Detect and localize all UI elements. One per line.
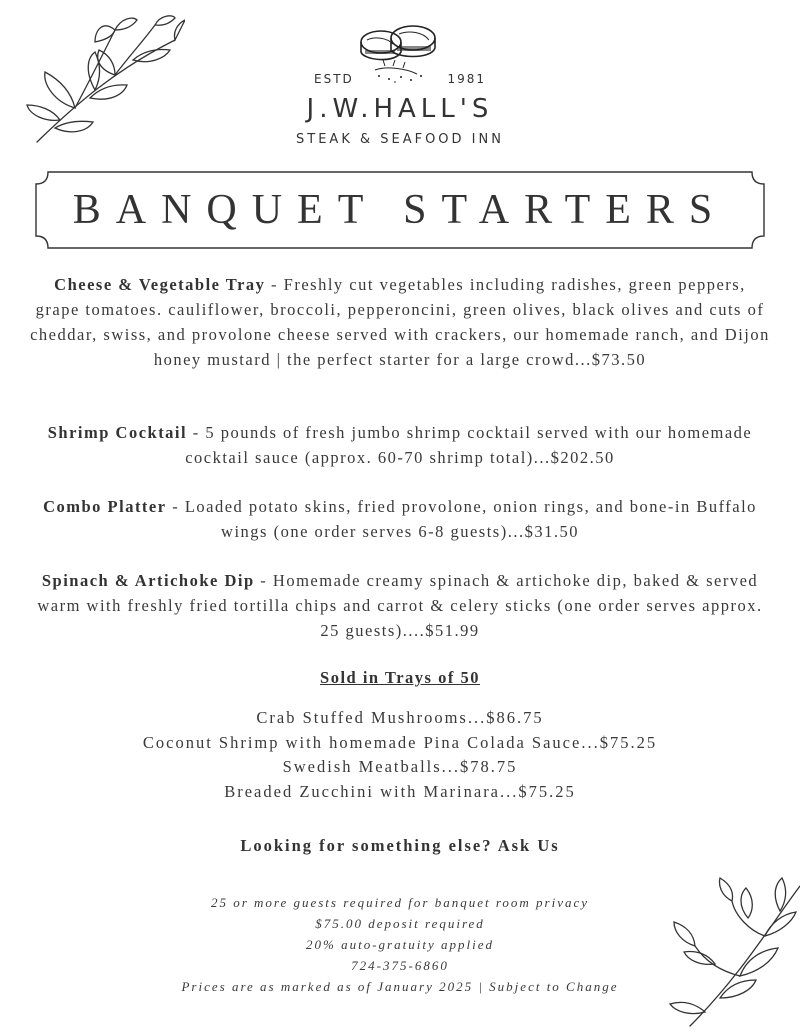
brand-name: J.W.HALL'S	[306, 94, 494, 124]
page-title: BANQUET STARTERS	[72, 187, 728, 233]
menu-item-description: - Freshly cut vegetables including radishes, green peppers, grape tomatoes. cauliflower, broccoli, pepperoncini, green olives, black olives and cuts of cheddar, swiss, and provolone cheese served with crackers, our homemade ranch, and Dijon honey mustard | the perfect starter for a large crowd...$73.50	[30, 275, 770, 369]
menu-item-description: - Loaded potato skins, fried provolone, onion rings, and bone-in Buffalo wings (one order serves 6-8 guests)...$31.50	[166, 497, 757, 541]
trays-list	[0, 706, 800, 804]
note-line: 25 or more guests required for banquet room privacy	[210, 895, 590, 910]
menu-item-name: Spinach & Artichoke Dip	[41, 571, 255, 590]
leaf-branch-decoration	[660, 876, 800, 1036]
leaf-branch-decoration	[15, 10, 185, 150]
tray-item: Crab Stuffed Mushrooms...$86.75	[256, 708, 544, 727]
note-line: $75.00 deposit required	[315, 916, 485, 931]
menu-item-name: Shrimp Cocktail	[47, 423, 188, 442]
menu-item	[30, 272, 770, 372]
note-line: Prices are as marked as of January 2025 | Subject to Change	[181, 979, 619, 994]
ask-us-line: Looking for something else? Ask Us	[240, 836, 560, 855]
estd-year: 1981	[447, 72, 486, 86]
tray-item: Coconut Shrimp with homemade Pina Colada Sauce...$75.25	[142, 732, 658, 752]
brand-subtitle: STEAK & SEAFOOD INN	[296, 132, 504, 147]
menu-item	[30, 568, 770, 643]
phone-number: 724-375-6860	[351, 958, 449, 973]
menu-item-description: - 5 pounds of fresh jumbo shrimp cocktail served with our homemade cocktail sauce (approx. 60-70 shrimp total)...$202.50	[185, 423, 753, 467]
note-line: 20% auto-gratuity applied	[306, 937, 494, 952]
menu-item	[30, 420, 770, 470]
tray-item: Breaded Zucchini with Marinara...$75.25	[224, 781, 576, 801]
menu-item-name: Combo Platter	[43, 497, 167, 516]
tray-item: Swedish Meatballs...$78.75	[282, 757, 518, 776]
established-row	[300, 72, 500, 88]
menu-item	[30, 494, 770, 544]
menu-item-description: - Homemade creamy spinach & artichoke dip, baked & served warm with freshly fried tortilla chips and carrot & celery sticks (one order serves approx. 25 guests)....$51.99	[37, 571, 763, 640]
trays-heading: Sold in Trays of 50	[320, 668, 480, 687]
menu-item-name: Cheese & Vegetable Tray	[54, 275, 266, 294]
estd-label: ESTD	[314, 72, 354, 86]
title-banner	[34, 170, 766, 250]
